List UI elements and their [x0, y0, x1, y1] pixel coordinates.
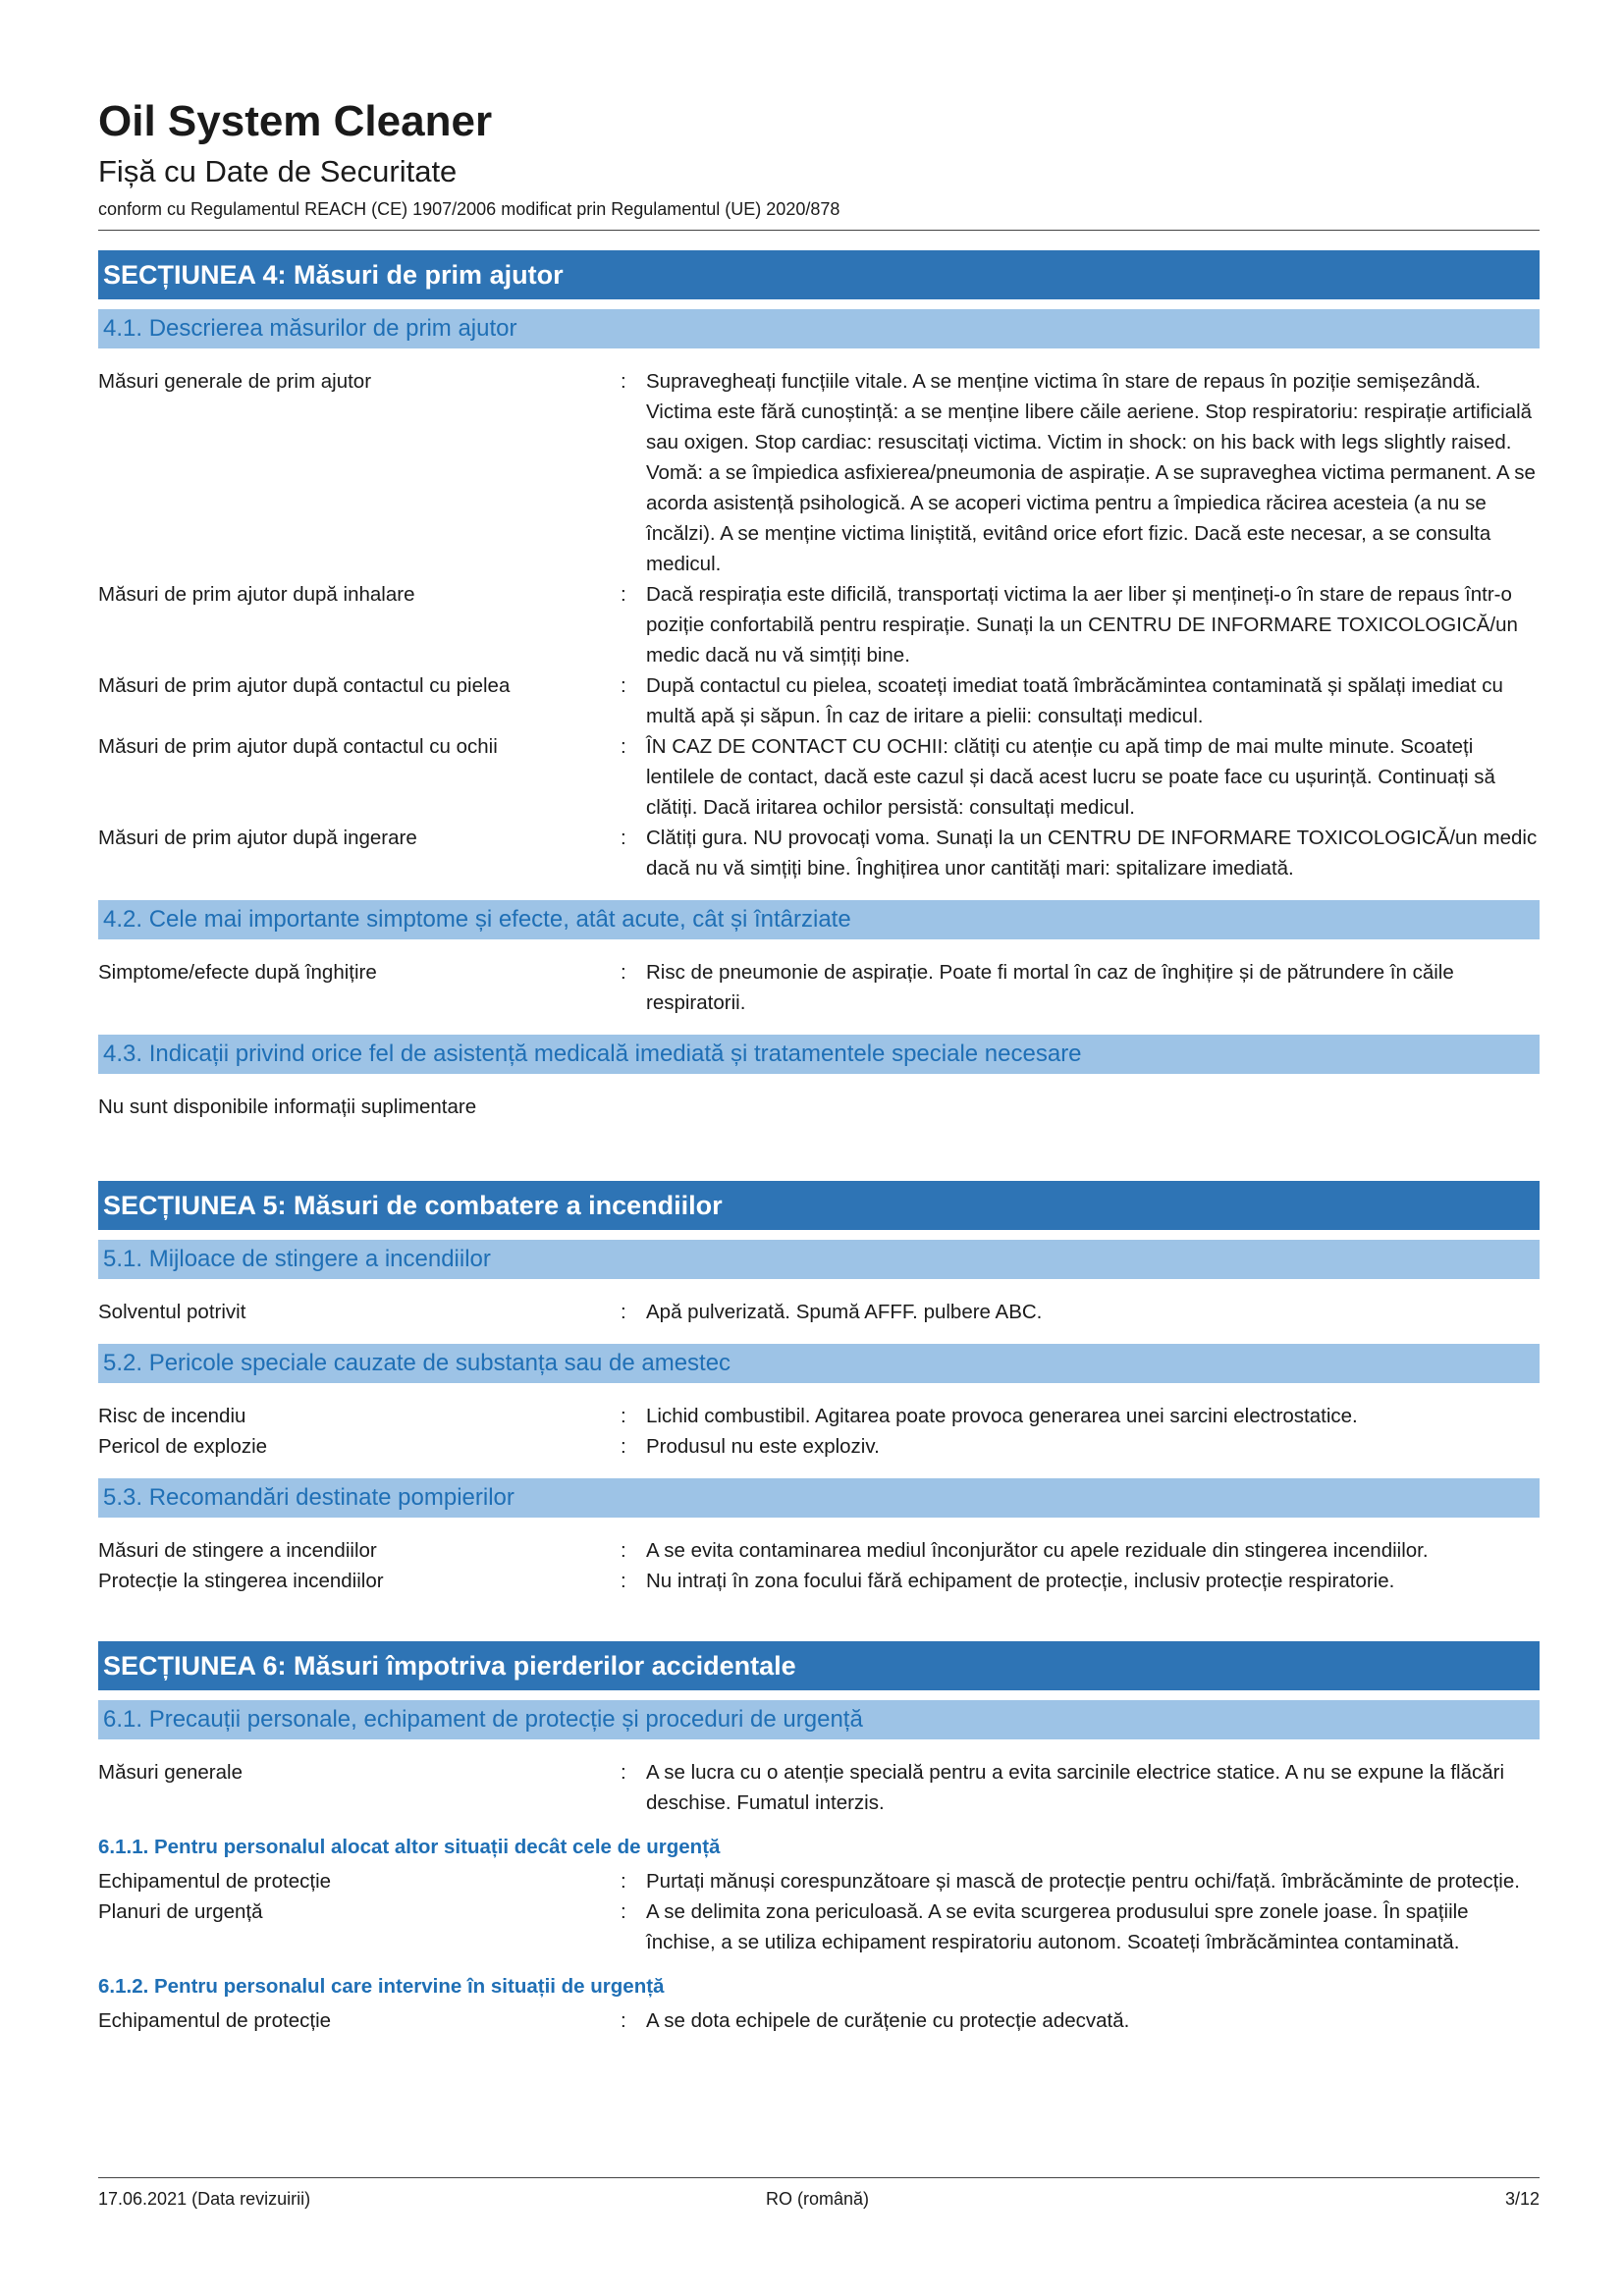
row-separator: :: [621, 961, 626, 984]
subsection-5-1-rows: [98, 1297, 1540, 1327]
subsection-6-1-1-heading: 6.1.1. Pentru personalul alocat altor situații decât cele de urgență: [98, 1836, 721, 1858]
info-row: [98, 2005, 1540, 2036]
document-subtitle: Fișă cu Date de Securitate: [98, 154, 458, 188]
info-row: [98, 1866, 1540, 1896]
info-row: [98, 731, 1540, 823]
info-row: [98, 1535, 1540, 1566]
row-separator: :: [621, 1870, 626, 1893]
info-row: [98, 579, 1540, 670]
document-language: RO (română): [766, 2189, 870, 2209]
row-label: Măsuri de prim ajutor după contactul cu pielea: [98, 674, 511, 697]
row-label: Solventul potrivit: [98, 1301, 246, 1323]
section-4-heading: SECȚIUNEA 4: Măsuri de prim ajutor: [98, 250, 1540, 299]
subsection-6-1-2-heading: 6.1.2. Pentru personalul care intervine în situații de urgență: [98, 1975, 665, 1998]
row-label: Planuri de urgență: [98, 1900, 263, 1923]
subsection-6-1-1-rows: [98, 1866, 1540, 1957]
info-row: [98, 670, 1540, 731]
row-separator: :: [621, 1539, 626, 1562]
document-header: [98, 0, 1540, 231]
section-6-heading: SECȚIUNEA 6: Măsuri împotriva pierderilor accidentale: [98, 1641, 1540, 1690]
row-value: Supravegheați funcțiile vitale. A se menține victima în stare de repaus în poziție semișezândă. Victima este fără cunoștință: a se menține libere căile aeriene. Stop respiratoriu: respirație artificială sau oxigen. Stop cardiac: resuscitați victima. Victim in shock: on his back with legs slightly raised. Vomă: a se împiedica asfixierea/pneumonia de aspirație. A se supraveghea victima permanent. A se acorda asistență psihologică. A se acoperi victima pentru a împiedica răcirea acesteia (a nu se încălzi). A se menține victima liniștită, evitând orice efort fizic. Dacă este necesar, a se consulta medicul.: [646, 370, 1536, 575]
row-separator: :: [621, 2009, 626, 2032]
subsection-4-3-heading: 4.3. Indicații privind orice fel de asistență medicală imediată și tratamentele speciale necesare: [98, 1035, 1540, 1074]
info-row: [98, 957, 1540, 1018]
info-row: [98, 1566, 1540, 1596]
row-separator: :: [621, 1570, 626, 1592]
row-value: ÎN CAZ DE CONTACT CU OCHII: clătiți cu atenție cu apă timp de mai multe minute. Scoateți lentilele de contact, dacă este cazul și dacă acest lucru se poate face cu ușurință. Continuați să clătiți. Dacă iritarea ochilor persistă: consultați medicul.: [646, 735, 1495, 819]
row-separator: :: [621, 735, 626, 758]
subsection-5-1-heading: 5.1. Mijloace de stingere a incendiilor: [98, 1240, 1540, 1279]
row-label: Măsuri generale: [98, 1761, 243, 1784]
row-label: Protecție la stingerea incendiilor: [98, 1570, 384, 1592]
row-value: A se lucra cu o atenție specială pentru a evita sarcinile electrice statice. A nu se expune la flăcări deschise. Fumatul interzis.: [646, 1761, 1505, 1814]
subsection-5-2-rows: [98, 1401, 1540, 1462]
info-row: [98, 1401, 1540, 1431]
row-separator: :: [621, 1405, 626, 1427]
row-label: Simptome/efecte după înghițire: [98, 961, 377, 984]
subsection-6-1-rows: [98, 1757, 1540, 1818]
info-row: [98, 1757, 1540, 1818]
section-5-heading: SECȚIUNEA 5: Măsuri de combatere a incendiilor: [98, 1181, 1540, 1230]
row-value: Lichid combustibil. Agitarea poate provoca generarea unei sarcini electrostatice.: [646, 1405, 1358, 1427]
page-number: 3/12: [1504, 2189, 1540, 2209]
row-separator: :: [621, 674, 626, 697]
row-value: Produsul nu este exploziv.: [646, 1435, 880, 1458]
row-label: Măsuri de prim ajutor după inhalare: [98, 583, 415, 606]
row-value: Apă pulverizată. Spumă AFFF. pulbere ABC.: [646, 1301, 1043, 1323]
subsection-4-1-heading: 4.1. Descrierea măsurilor de prim ajutor: [98, 309, 1540, 348]
row-label: Măsuri generale de prim ajutor: [98, 370, 372, 393]
row-label: Risc de incendiu: [98, 1405, 246, 1427]
row-label: Măsuri de prim ajutor după ingerare: [98, 827, 417, 849]
row-label: Măsuri de stingere a incendiilor: [98, 1539, 377, 1562]
row-value: Clătiți gura. NU provocați voma. Sunați la un CENTRU DE INFORMARE TOXICOLOGICĂ/un medic dacă nu vă simțiți bine. Înghițirea unor cantități mari: spitalizare imediată.: [646, 827, 1538, 880]
subsection-5-2-heading: 5.2. Pericole speciale cauzate de substanța sau de amestec: [98, 1344, 1540, 1383]
page-footer: [98, 2177, 1540, 2212]
row-label: Pericol de explozie: [98, 1435, 268, 1458]
row-label: Echipamentul de protecție: [98, 1870, 332, 1893]
row-value: Risc de pneumonie de aspirație. Poate fi mortal în caz de înghițire și de pătrundere în căile respiratorii.: [646, 961, 1454, 1014]
subsection-5-3-heading: 5.3. Recomandări destinate pompierilor: [98, 1478, 1540, 1518]
row-separator: :: [621, 1301, 626, 1323]
row-separator: :: [621, 827, 626, 849]
row-separator: :: [621, 583, 626, 606]
row-separator: :: [621, 1435, 626, 1458]
row-value: A se delimita zona periculoasă. A se evita scurgerea produsului spre zonele joase. În spațiile închise, a se utiliza echipament respiratoriu autonom. Scoateți îmbrăcămintea contaminată.: [646, 1900, 1469, 1953]
subsection-4-2-rows: [98, 957, 1540, 1018]
info-row: [98, 1896, 1540, 1957]
info-row: [98, 1297, 1540, 1327]
revision-date: 17.06.2021 (Data revizuirii): [98, 2189, 311, 2209]
document-page: [98, 0, 1540, 2036]
product-title: Oil System Cleaner: [98, 97, 493, 145]
row-label: Echipamentul de protecție: [98, 2009, 332, 2032]
info-row: [98, 1431, 1540, 1462]
row-label: Măsuri de prim ajutor după contactul cu ochii: [98, 735, 498, 758]
subsection-4-3-text: Nu sunt disponibile informații suplimentare: [98, 1095, 477, 1118]
info-row: [98, 366, 1540, 579]
subsection-4-2-heading: 4.2. Cele mai importante simptome și efecte, atât acute, cât și întârziate: [98, 900, 1540, 939]
row-value: A se evita contaminarea mediul înconjurător cu apele reziduale din stingerea incendiilor.: [646, 1539, 1429, 1562]
subsection-5-3-rows: [98, 1535, 1540, 1596]
info-row: [98, 823, 1540, 883]
regulation-note: conform cu Regulamentul REACH (CE) 1907/2006 modificat prin Regulamentul (UE) 2020/878: [98, 196, 1540, 231]
row-value: După contactul cu pielea, scoateți imediat toată îmbrăcămintea contaminată și spălați imediat cu multă apă și săpun. În caz de iritare a pielii: consultați medicul.: [646, 674, 1503, 727]
row-separator: :: [621, 1900, 626, 1923]
row-value: Nu intrați în zona focului fără echipament de protecție, inclusiv protecție respiratorie.: [646, 1570, 1395, 1592]
subsection-4-1-rows: [98, 366, 1540, 883]
row-value: Dacă respirația este dificilă, transportați victima la aer liber și mențineți-o în stare de repaus într-o poziție confortabilă pentru respirație. Sunați la un CENTRU DE INFORMARE TOXICOLOGICĂ/un medic dacă nu vă simțiți bine.: [646, 583, 1518, 667]
row-value: Purtați mănuși corespunzătoare și mască de protecție pentru ochi/față. îmbrăcăminte de protecție.: [646, 1870, 1520, 1893]
row-separator: :: [621, 1761, 626, 1784]
subsection-6-1-heading: 6.1. Precauții personale, echipament de protecție și proceduri de urgență: [98, 1700, 1540, 1739]
subsection-6-1-2-rows: [98, 2005, 1540, 2036]
row-separator: :: [621, 370, 626, 393]
row-value: A se dota echipele de curățenie cu protecție adecvată.: [646, 2009, 1130, 2032]
